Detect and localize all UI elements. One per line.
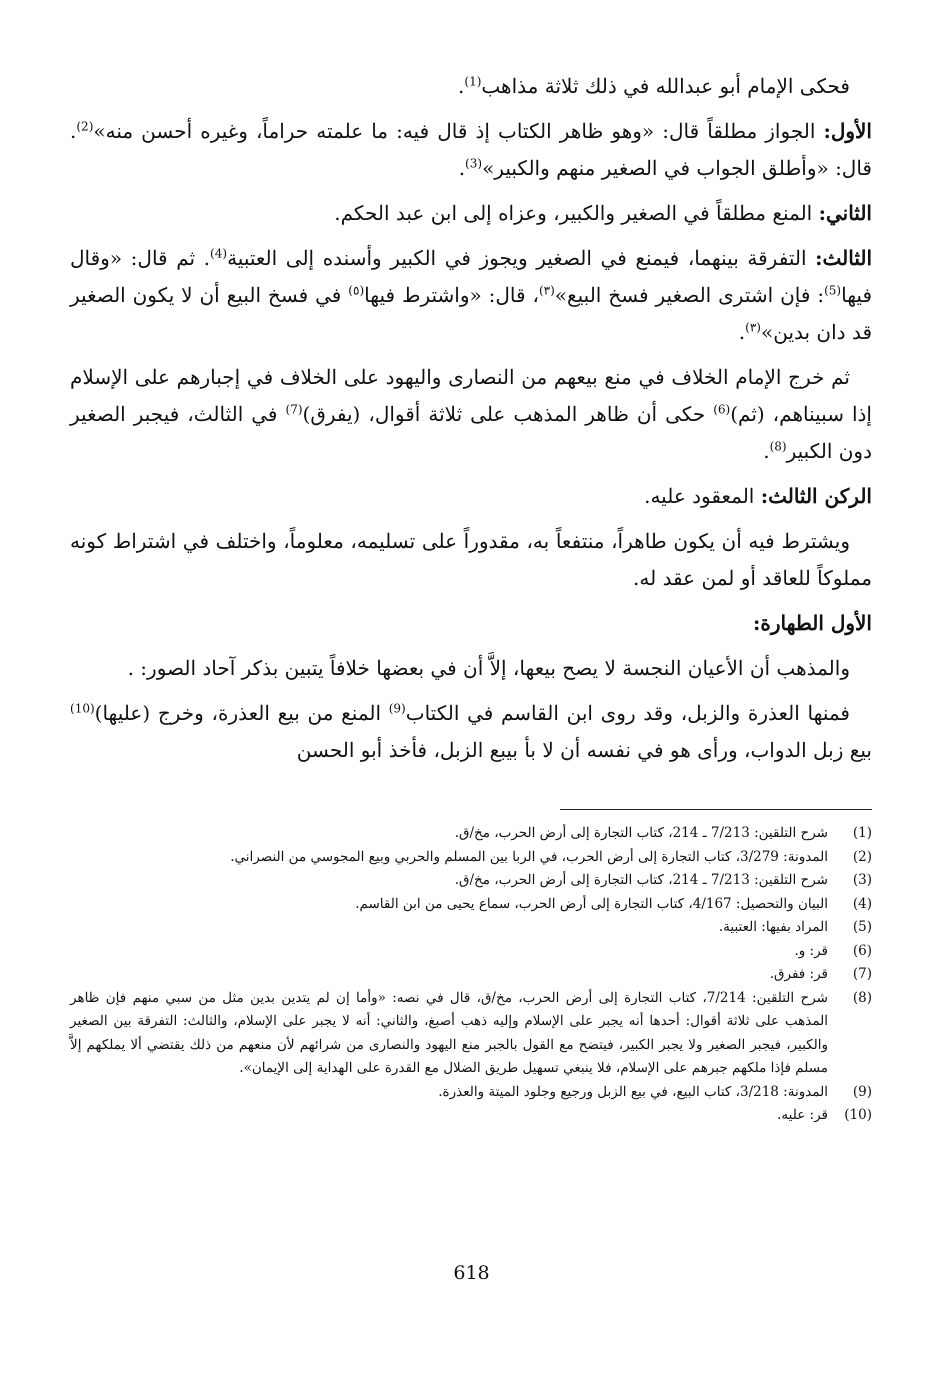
footnote-number: (10) bbox=[844, 1107, 872, 1123]
paragraph-text: فحكى الإمام أبو عبدالله في ذلك ثلاثة مذاهب bbox=[481, 74, 850, 98]
paragraph bbox=[70, 195, 872, 232]
paragraph-text: المنع من بيع العذرة، وخرج (عليها) bbox=[94, 701, 389, 725]
footnote-number: (1) bbox=[852, 825, 872, 841]
footnote-marker: (٣) bbox=[745, 320, 761, 335]
footnote-number: (6) bbox=[852, 942, 872, 959]
footnote-text: قر: و. bbox=[794, 942, 828, 959]
footnote-number: (4) bbox=[852, 895, 872, 912]
footnote-marker: (4) bbox=[210, 246, 228, 261]
footnote-number: (9) bbox=[852, 1083, 872, 1100]
paragraph-text: ويشترط فيه أن يكون طاهراً، منتفعاً به، مقدوراً على تسليمه، معلوماً، واختلف في اشتراط كونه مملوكاً للعاقد أو لمن عقد له. bbox=[70, 529, 872, 590]
paragraph bbox=[70, 650, 872, 687]
footnote-text: المراد بفيها: العتبية. bbox=[718, 919, 828, 935]
footnote-text: شرح التلقين: 7/213 ـ 214، كتاب التجارة إلى أرض الحرب، مخ/ق. bbox=[454, 825, 828, 841]
footnote-marker: (6) bbox=[713, 402, 731, 417]
footnote-marker: (٥) bbox=[348, 283, 365, 298]
paragraph-text: المنع مطلقاً في الصغير والكبير، وعزاه إلى ابن عبد الحكم. bbox=[334, 201, 819, 225]
footnote-marker: (8) bbox=[769, 439, 787, 454]
footnote-marker: (1) bbox=[464, 74, 482, 89]
footnote-number: (5) bbox=[852, 919, 872, 935]
footnote bbox=[70, 846, 872, 870]
footnote-text: قر: عليه. bbox=[777, 1107, 828, 1123]
footnote-number: (3) bbox=[852, 872, 872, 888]
footnote-number: (2) bbox=[852, 848, 872, 865]
footnote bbox=[70, 1081, 872, 1105]
footnote bbox=[70, 1104, 872, 1128]
paragraph-text: المعقود عليه. bbox=[644, 484, 761, 508]
footnote bbox=[70, 916, 872, 940]
paragraph-heading: الثاني: bbox=[818, 201, 872, 225]
footnote-text: البيان والتحصيل: 4/167، كتاب التجارة إلى أرض الحرب، سماع يحيى من ابن القاسم. bbox=[355, 895, 828, 912]
paragraph-heading: الركن الثالث: bbox=[760, 484, 872, 508]
paragraph-text: الجواز مطلقاً قال: «وهو ظاهر الكتاب إذ قال فيه: ما علمته حراماً، وغيره أحسن منه» bbox=[93, 119, 824, 143]
paragraph bbox=[70, 523, 872, 597]
paragraph-text: في فسخ البيع أن لا يكون الصغير قد دان بدين» bbox=[70, 283, 872, 344]
paragraph bbox=[70, 695, 872, 769]
paragraph-text: . bbox=[458, 156, 466, 180]
footnote-separator bbox=[560, 809, 872, 810]
footnote-marker: (3) bbox=[465, 156, 483, 171]
paragraph-text: . bbox=[738, 320, 746, 344]
paragraph-text: . قال: «وأطلق الجواب في الصغير منهم والكبير» bbox=[70, 119, 872, 180]
footnotes bbox=[70, 822, 872, 1128]
page-number: 618 bbox=[453, 1262, 490, 1284]
paragraph bbox=[70, 478, 872, 515]
paragraph-text: فمنها العذرة والزبل، وقد روى ابن القاسم في الكتاب bbox=[405, 701, 850, 725]
footnote-number: (7) bbox=[852, 966, 872, 982]
paragraph-text: والمذهب أن الأعيان النجسة لا يصح بيعها، إلاَّ أن في بعضها خلافاً يتبين بذكر آحاد الصور: . bbox=[127, 656, 850, 680]
footnote-number: (8) bbox=[852, 989, 872, 1006]
paragraph-heading: الأول الطهارة: bbox=[752, 611, 872, 635]
footnote-text: المدونة: 3/279، كتاب التجارة إلى أرض الحرب، في الربا بين المسلم والحربي وبيع المجوسي من النصراني. bbox=[230, 848, 828, 865]
footnote-marker: (7) bbox=[285, 402, 303, 417]
footnote-marker: (5) bbox=[824, 283, 842, 298]
paragraph bbox=[70, 240, 872, 351]
paragraph-heading: الأول: bbox=[823, 119, 872, 143]
footnote-text: شرح التلقين: 7/213 ـ 214، كتاب التجارة إلى أرض الحرب، مخ/ق. bbox=[454, 872, 828, 888]
footnote-text: شرح التلقين: 7/214، كتاب التجارة إلى أرض الحرب، مخ/ق، قال في نصه: «وأما إن لم يتدين بدين مثل من سبي منهم فإن ظاهر المذهب على ثلاثة أقوال: أحدها أنه يجبر على الإسلام وإليه ذهب أصبغ، والثاني: أنه لا يجبر على الإسلام، والثالث: التفرقة بين الصغير والكبير، فيجبر الصغير ولا يجبر الكبير، فيتضح مع القول بالجبر منع اليهود والنصارى من شرائهم لأن منعهم من ذلك يقتضي ألا يملكهم إلاَّ مسلم فإذا ملكهم جبرهم على الإسلام، فلا ينبغي تسهيل طريق الضلال مع القدرة على الهداية إلى الإيمان». bbox=[70, 989, 828, 1076]
paragraph-heading: الثالث: bbox=[815, 246, 873, 270]
footnote-text: قر: ففرق. bbox=[769, 966, 828, 982]
paragraph-text: . bbox=[458, 74, 465, 98]
footnote-marker: (9) bbox=[388, 701, 406, 716]
paragraph-text: ثم خرج الإمام الخلاف في منع بيعهم من النصارى واليهود على الخلاف في إجبارهم على الإسلام إذا سبيناهم، (ثم) bbox=[70, 365, 872, 426]
paragraph-text: : فإن اشترى الصغير فسخ البيع» bbox=[554, 283, 825, 307]
paragraph-text: . bbox=[763, 439, 770, 463]
paragraph-text: حكى أن ظاهر المذهب على ثلاثة أقوال، (يفرق) bbox=[302, 402, 714, 426]
paragraph-text: ، قال: «واشترط فيها bbox=[364, 283, 539, 307]
footnote-marker: (٣) bbox=[538, 283, 555, 298]
paragraph bbox=[70, 359, 872, 470]
paragraph bbox=[70, 113, 872, 187]
footnote bbox=[70, 822, 872, 846]
footnote bbox=[70, 987, 872, 1081]
footnote bbox=[70, 869, 872, 893]
paragraph bbox=[70, 605, 872, 642]
paragraph-text: بيع زبل الدواب، ورأى هو في نفسه أن لا بأ بيبع الزبل، فأخذ أبو الحسن bbox=[296, 738, 872, 762]
paragraph-text: في الثالث، فيجبر الصغير دون الكبير bbox=[70, 402, 872, 463]
footnote-marker: (10) bbox=[70, 701, 95, 716]
footnote bbox=[70, 963, 872, 987]
main-text bbox=[70, 68, 872, 777]
paragraph bbox=[70, 68, 872, 105]
paragraph-text: التفرقة بينهما، فيمنع في الصغير ويجوز في الكبير وأسنده إلى العتبية bbox=[227, 246, 816, 270]
footnote-marker: (2) bbox=[76, 119, 94, 134]
footnote-text: المدونة: 3/218، كتاب البيع، في بيع الزبل ورجيع وجلود الميتة والعذرة. bbox=[438, 1083, 828, 1100]
paragraph-text: . ثم قال: «وقال فيها bbox=[70, 246, 873, 307]
footnote bbox=[70, 893, 872, 917]
footnote bbox=[70, 940, 872, 964]
